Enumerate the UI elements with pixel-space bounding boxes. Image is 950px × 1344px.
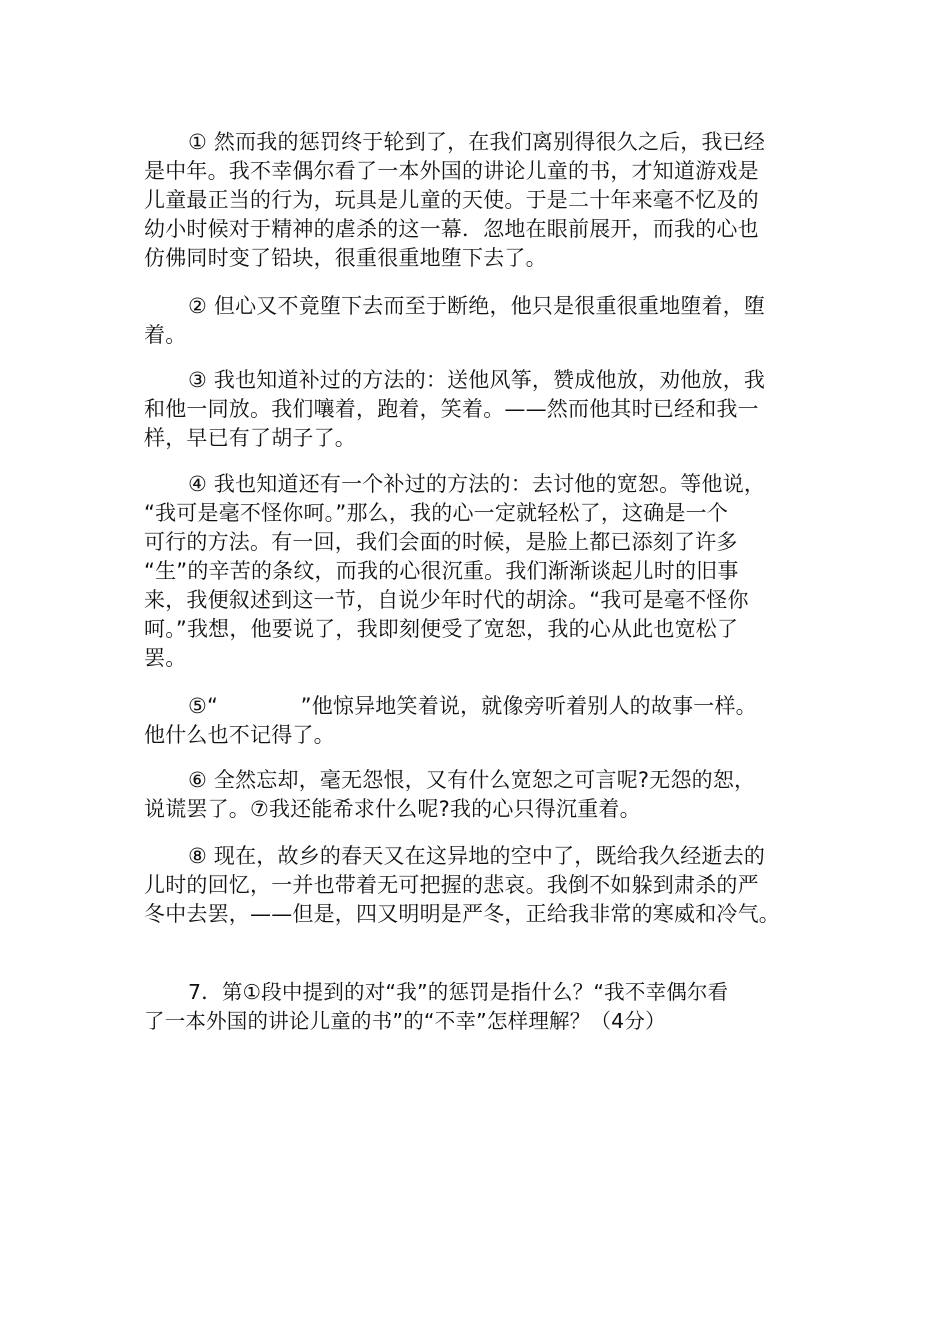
question-line: 7．第①段中提到的对“我”的惩罚是指什么？“我不幸偶尔看 <box>188 980 729 1004</box>
text-line: ① 然而我的惩罚终于轮到了，在我们离别得很久之后，我已经 <box>188 130 766 154</box>
text-line: “生”的辛苦的条纹，而我的心很沉重。我们渐渐谈起儿时的旧事 <box>144 559 739 583</box>
text-line: 仿佛同时变了铅块，很重很重地堕下去了。 <box>144 246 547 270</box>
question-7 <box>144 978 824 1036</box>
text-line: 可行的方法。有一回，我们会面的时候，是脸上都已添刻了许多 <box>144 530 738 554</box>
text-line: 呵。”我想，他要说了，我即刻便受了宽恕，我的心从此也宽松了 <box>144 617 739 641</box>
paragraph-2 <box>144 292 824 350</box>
text-line: ⑥ 全然忘却，毫无怨恨，又有什么宽恕之可言呢?无怨的恕， <box>188 768 756 792</box>
text-line: 着。 <box>144 323 187 347</box>
text-line: ② 但心又不竟堕下去而至于断绝，他只是很重很重地堕着，堕 <box>188 294 766 318</box>
text-line: 说谎罢了。⑦我还能希求什么呢?我的心只得沉重着。 <box>144 797 641 821</box>
text-line: 和他一同放。我们嚷着，跑着，笑着。——然而他其时已经和我一 <box>144 397 759 421</box>
text-line: 儿时的回忆，一并也带着无可把握的悲哀。我倒不如躲到肃杀的严 <box>144 873 759 897</box>
text-line: 样，早已有了胡子了。 <box>144 426 356 450</box>
text-line: 幼小时候对于精神的虐杀的这一幕．忽地在眼前展开，而我的心也 <box>144 217 759 241</box>
paragraph-4 <box>144 470 824 673</box>
text-line: ④ 我也知道还有一个补过的方法的：去讨他的宽恕。等他说， <box>188 472 766 496</box>
text-line: 冬中去罢，——但是，四又明明是严冬，正给我非常的寒威和冷气。 <box>144 902 780 926</box>
text-line: ⑤“ ”他惊异地笑着说，就像旁听着别人的故事一样。 <box>188 694 757 718</box>
question-line: 了一本外国的讲论儿童的书”的“不幸”怎样理解？（4分） <box>144 1009 666 1033</box>
text-line: ⑧ 现在，故乡的春天又在这异地的空中了，既给我久经逝去的 <box>188 844 766 868</box>
text-line: 来，我便叙述到这一节，自说少年时代的胡涂。“我可是毫不怪你 <box>144 588 749 612</box>
text-line: ③ 我也知道补过的方法的：送他风筝，赞成他放，劝他放，我 <box>188 368 766 392</box>
text-line: “我可是毫不怪你呵。”那么，我的心一定就轻松了，这确是一个 <box>144 501 729 525</box>
paragraph-1 <box>144 128 824 273</box>
paragraph-6 <box>144 766 824 824</box>
text-line: 他什么也不记得了。 <box>144 723 335 747</box>
paragraph-5 <box>144 692 824 750</box>
paragraph-3 <box>144 366 824 453</box>
paragraph-7 <box>144 842 824 929</box>
text-line: 罢。 <box>144 646 187 670</box>
text-line: 儿童最正当的行为，玩具是儿童的天使。于是二十年来毫不忆及的 <box>144 188 759 212</box>
text-line: 是中年。我不幸偶尔看了一本外国的讲论儿童的书，才知道游戏是 <box>144 159 759 183</box>
